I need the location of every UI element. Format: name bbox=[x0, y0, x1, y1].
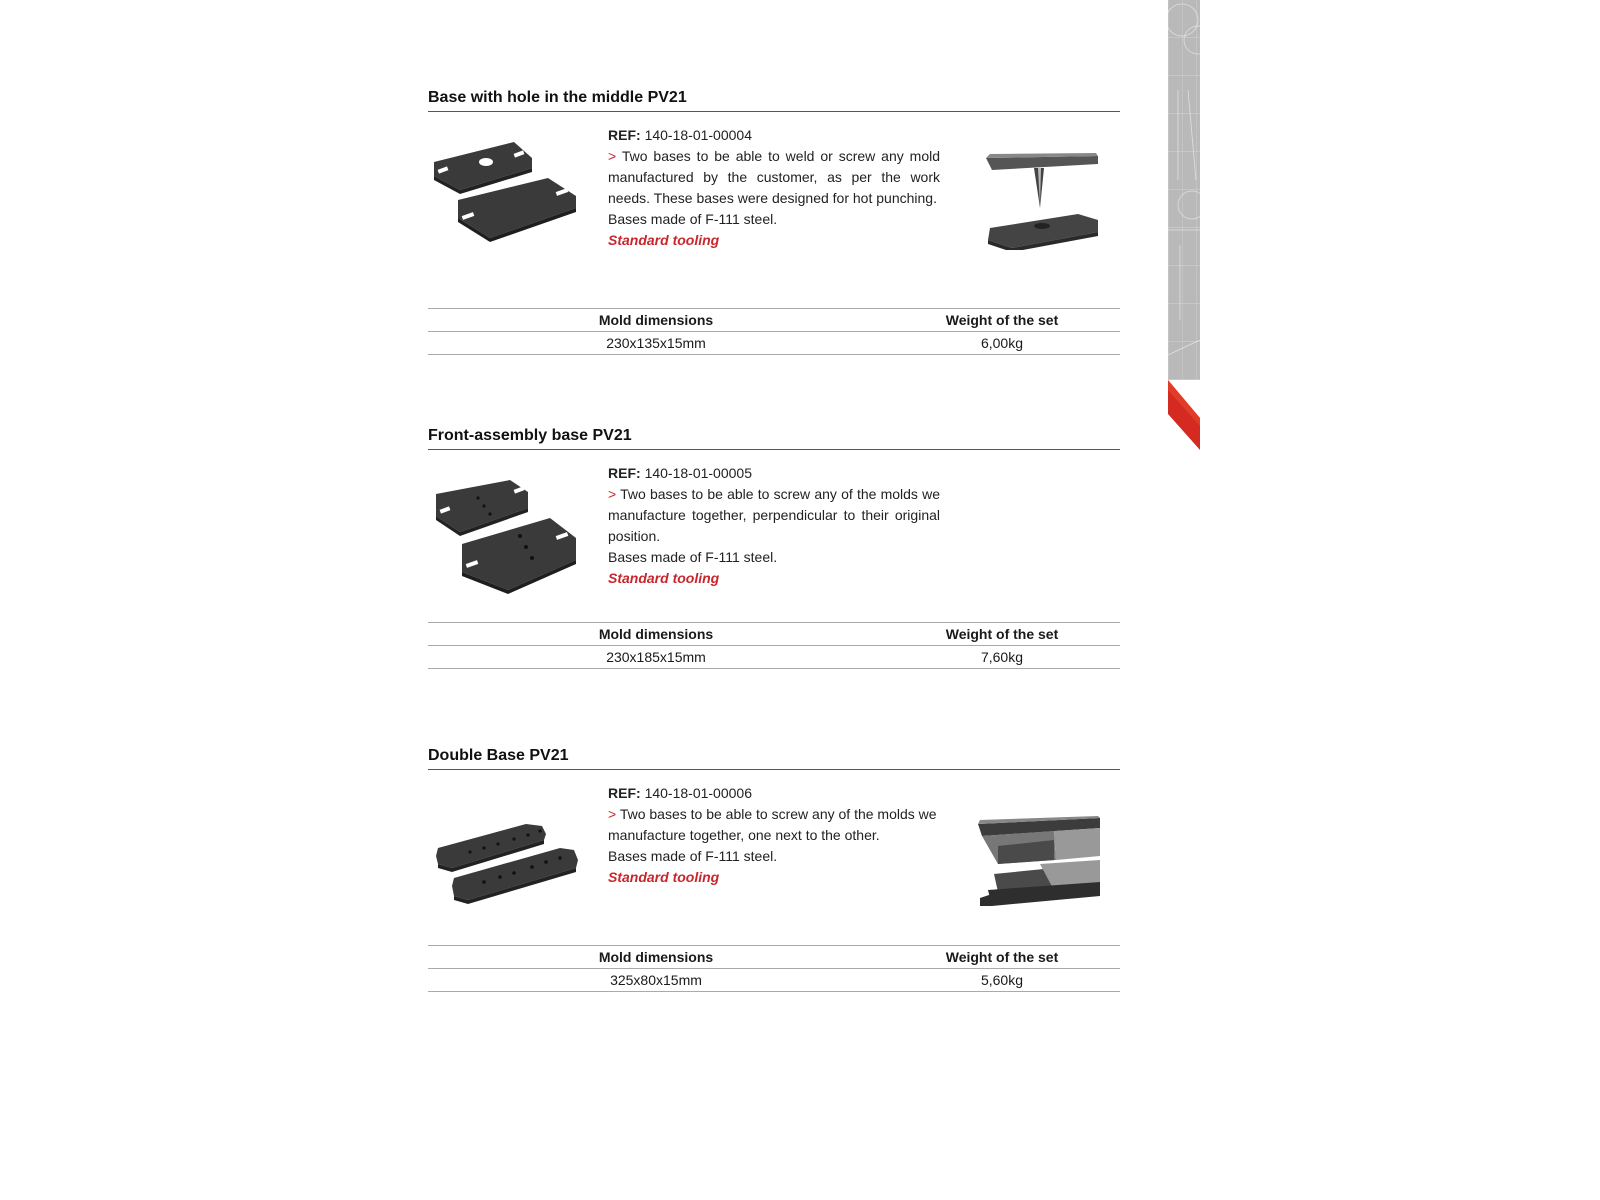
weight-value: 7,60kg bbox=[884, 646, 1120, 669]
ref-number: 140-18-01-00005 bbox=[644, 465, 752, 481]
spec-table bbox=[428, 622, 1120, 669]
weight-value: 5,60kg bbox=[884, 969, 1120, 992]
product-description bbox=[608, 463, 940, 589]
arrow-icon: > bbox=[608, 806, 617, 822]
product-title: Front-assembly base PV21 bbox=[428, 426, 1120, 450]
ref-label: REF: bbox=[608, 465, 641, 481]
double-base-assembly-image bbox=[978, 816, 1108, 916]
material-text: Bases made of F-111 steel. bbox=[608, 848, 778, 864]
material-text: Bases made of F-111 steel. bbox=[608, 211, 778, 227]
spec-table bbox=[428, 945, 1120, 992]
description-text: Two bases to be able to screw any of the molds we manufacture together, perpendicular to their original position. bbox=[608, 486, 940, 544]
product-description bbox=[608, 783, 940, 888]
header-mold-dimensions: Mold dimensions bbox=[428, 946, 884, 969]
product-section-2 bbox=[428, 426, 1120, 665]
header-mold-dimensions: Mold dimensions bbox=[428, 309, 884, 332]
standard-tooling-label: Standard tooling bbox=[608, 570, 720, 586]
header-weight: Weight of the set bbox=[884, 623, 1120, 646]
product-title: Base with hole in the middle PV21 bbox=[428, 88, 1120, 112]
red-accent-band bbox=[1168, 380, 1200, 450]
ref-label: REF: bbox=[608, 127, 641, 143]
description-text: Two bases to be able to weld or screw any mold manufactured by the customer, as per the work needs. These bases were designed for hot punching. bbox=[608, 148, 940, 206]
base-with-hole-image bbox=[430, 138, 580, 248]
ref-number: 140-18-01-00006 bbox=[644, 785, 752, 801]
arrow-icon: > bbox=[608, 486, 617, 502]
product-section-3 bbox=[428, 746, 1120, 988]
description-text: Two bases to be able to screw any of the molds we manufacture together, one next to the other. bbox=[608, 806, 937, 843]
header-weight: Weight of the set bbox=[884, 309, 1120, 332]
product-description bbox=[608, 125, 940, 251]
product-title: Double Base PV21 bbox=[428, 746, 1120, 770]
arrow-icon: > bbox=[608, 148, 617, 164]
header-mold-dimensions: Mold dimensions bbox=[428, 623, 884, 646]
mold-dimensions-value: 230x135x15mm bbox=[428, 332, 884, 355]
weight-value: 6,00kg bbox=[884, 332, 1120, 355]
standard-tooling-label: Standard tooling bbox=[608, 232, 720, 248]
hot-punching-assembly-image bbox=[978, 150, 1108, 250]
mold-dimensions-value: 230x185x15mm bbox=[428, 646, 884, 669]
technical-drawing-strip bbox=[1168, 0, 1200, 380]
header-weight: Weight of the set bbox=[884, 946, 1120, 969]
material-text: Bases made of F-111 steel. bbox=[608, 549, 778, 565]
front-assembly-base-image bbox=[430, 476, 580, 601]
ref-label: REF: bbox=[608, 785, 641, 801]
mold-dimensions-value: 325x80x15mm bbox=[428, 969, 884, 992]
standard-tooling-label: Standard tooling bbox=[608, 869, 720, 885]
double-base-image bbox=[430, 820, 580, 904]
product-section-1 bbox=[428, 88, 1120, 351]
ref-number: 140-18-01-00004 bbox=[644, 127, 752, 143]
spec-table bbox=[428, 308, 1120, 355]
